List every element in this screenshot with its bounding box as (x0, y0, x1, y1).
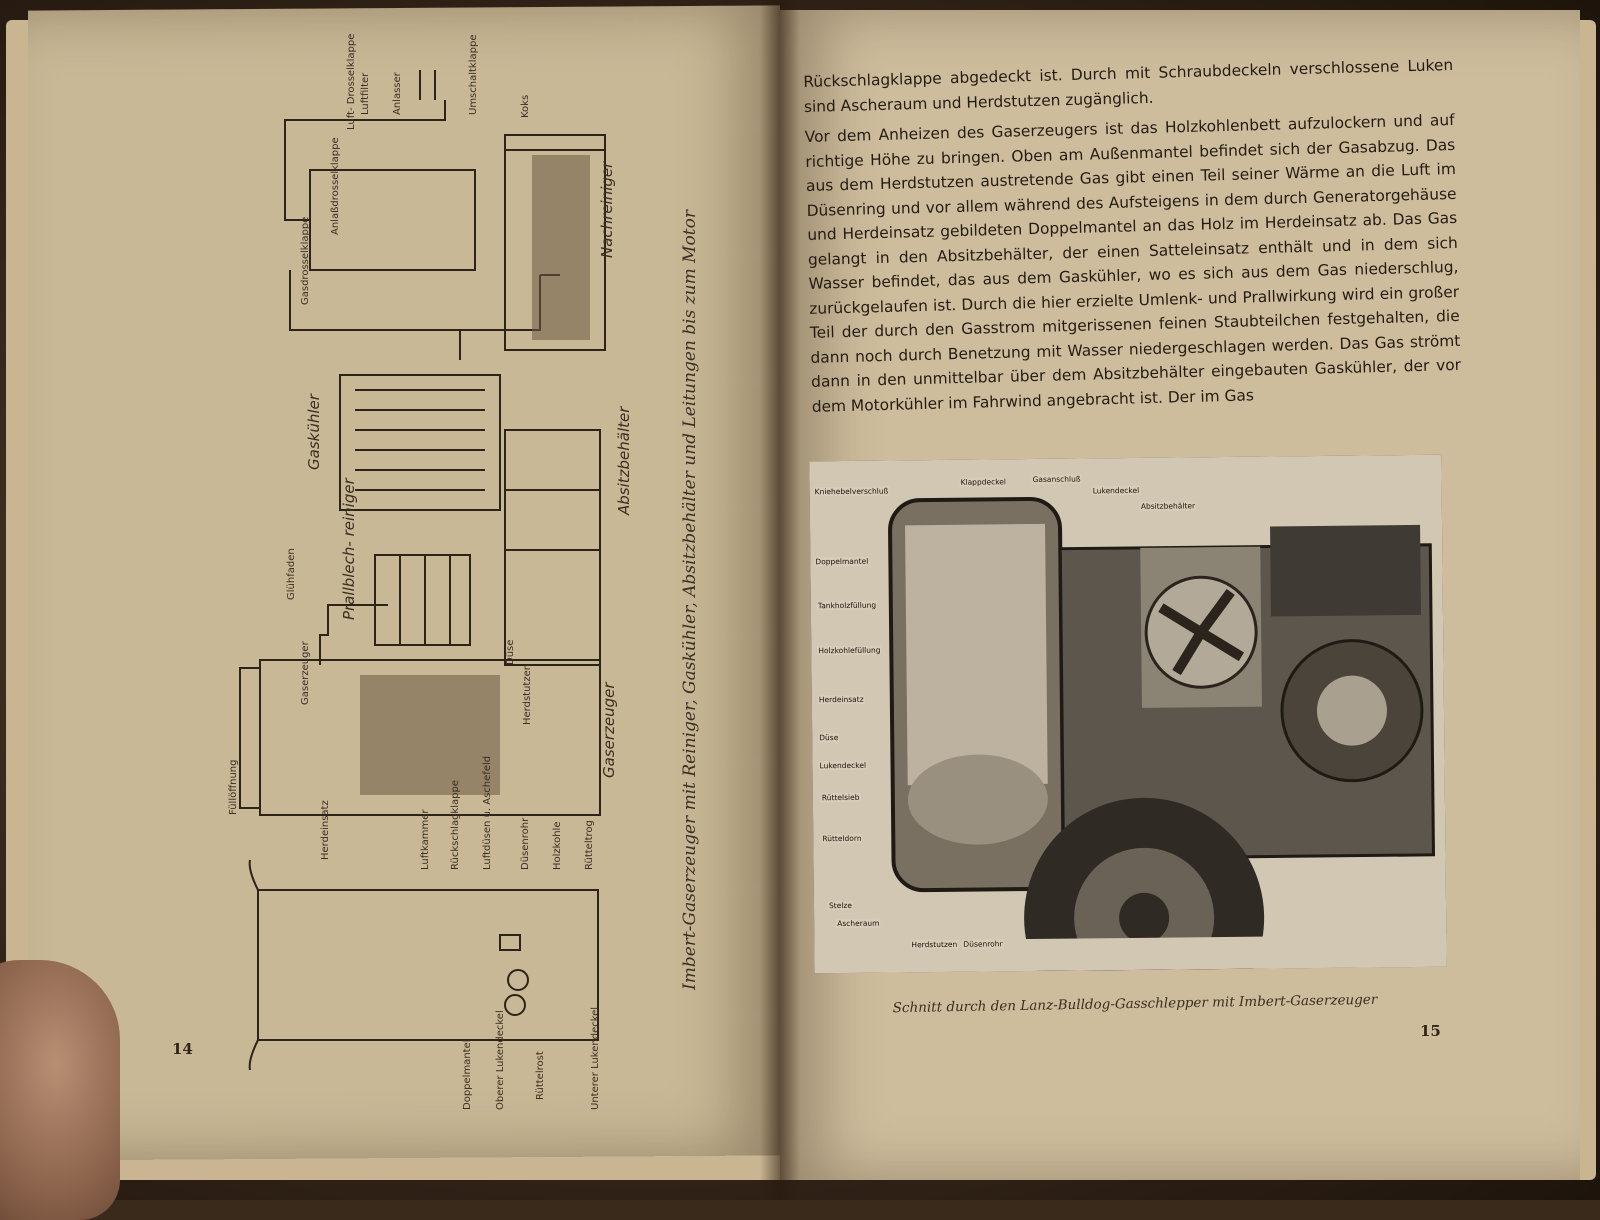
book-gutter (760, 0, 800, 1200)
fig-label-duesenrohr: Düsenrohr (963, 939, 1003, 949)
fig-label-ruetteldorn: Rütteldorn (822, 833, 862, 844)
gas-generator-diagram (160, 60, 720, 1070)
label-ruetteltrog: Rütteltrog (584, 820, 595, 870)
label-fuelloeffnung: Füllöffnung (228, 759, 239, 815)
label-gaserzeuger: Gaserzeuger (600, 682, 618, 778)
fig-label-kniehebelverschluss: Kniehebelverschluß (814, 486, 889, 497)
fig-label-holzkohlefuellung: Holzkohlefüllung (818, 645, 881, 656)
fig-label-klappdeckel: Klappdeckel (960, 477, 1007, 487)
page-number-right: 15 (1420, 1022, 1441, 1040)
label-gaskuehler: Gaskühler (305, 394, 323, 470)
label-doppelmantel: Doppelmantel (462, 1039, 473, 1110)
left-figure-caption: Imbert-Gaserzeuger mit Reiniger, Gaskühler, Absitzbehälter und Leitungen bis zum Motor (680, 210, 700, 990)
fig-label-herdstutzen: Herdstutzen (911, 939, 958, 950)
tractor-cutaway-figure (809, 455, 1446, 974)
fig-label-lukendeckel-side: Lukendeckel (819, 760, 867, 771)
label-luftfilter: Luftfilter (360, 72, 371, 115)
label-unterer-lukendeckel: Unterer Lukendeckel (590, 1006, 601, 1110)
paragraph-1: Rückschlagklappe abgedeckt ist. Durch mit Schraubdeckeln verschlossene Luken sind Ascheraum und Herdstutzen zugänglich. (803, 55, 1454, 116)
label-luft-drosselklappe: Luft- Drosselklappe (346, 33, 357, 130)
label-ruettelrost: Rüttelrost (535, 1051, 546, 1100)
fig-label-tankholzfuellung: Tankholzfüllung (817, 600, 877, 611)
body-text (803, 53, 1462, 419)
tractor-cutaway-illustration (809, 455, 1446, 974)
label-umschaltklappe: Umschaltklappe (468, 34, 479, 115)
thumb-holding-book (0, 960, 120, 1220)
settling-tank (505, 430, 600, 665)
fig-label-herdeinsatz: Herdeinsatz (818, 694, 864, 705)
label-nachreiniger: Nachreiniger (598, 161, 616, 258)
fig-label-stelze: Stelze (828, 900, 852, 911)
fig-label-duese: Düse (819, 733, 839, 743)
left-drum-outline (258, 890, 598, 1040)
label-anlassdrosselklappe: Anlaßdrosselklappe (330, 137, 341, 235)
fig-label-gasanschluss: Gasanschluß (1032, 474, 1081, 484)
label-koks: Koks (520, 94, 531, 118)
label-prallblech: Prallblech- reiniger (340, 478, 358, 620)
label-absitzbehaelter: Absitzbehälter (615, 406, 633, 515)
fig-label-absitzbehaelter: Absitzbehälter (1140, 501, 1196, 511)
right-figure-caption: Schnitt durch den Lanz-Bulldog-Gasschlepper mit Imbert-Gaserzeuger (892, 991, 1378, 1017)
coke-fill (532, 155, 590, 340)
label-herdstutzen: Herdstutzen (522, 663, 533, 725)
fig-label-ascheraum: Ascheraum (837, 918, 880, 929)
label-duesenrohr: Düsenrohr (520, 817, 531, 870)
baffle-cleaner (375, 555, 470, 645)
label-duese: Düse (505, 639, 516, 665)
page-number-left: 14 (172, 1040, 193, 1058)
label-holzkohle: Holzkohle (552, 821, 563, 870)
label-anlasser: Anlasser (392, 72, 403, 115)
charcoal-fill (360, 675, 500, 795)
label-gasdrosselklappe: Gasdrosselklappe (300, 216, 311, 305)
label-luftkammer: Luftkammer (420, 809, 431, 870)
label-herdeinsatz: Herdeinsatz (320, 800, 331, 860)
paragraph-2: Vor dem Anheizen des Gaserzeugers ist das Holzkohlenbett aufzulockern und auf richtige Höhe zu bringen. Oben am Außenmantel befindet sich der Gasabzug. Das aus dem Herdstutzen austretende Gas gibt einen Teil seiner Wärme an die Luft im Düsenring und vor allem während des Aufsteigens in dem durch Generatorgehäuse und Herdeinsatz gebildeten Doppelmantel an das Holz im Herdeinsatz ab. Das Gas gelangt in den Absitzbehälter, der einen Satteleinsatz enthält und in dem sich Wasser befindet, das aus dem Gaskühler, wo es sich aus dem Gas niederschlug, zurückgelaufen ist. Durch die hier erzielte Umlenk- und Prallwirkung wird ein großer Teil der durch den Gasstrom mitgerissenen feinen Staubteilchen festgehalten, die dann noch durch Benetzung mit Wasser niedergeschlagen werden. Das Gas strömt dann in den unmittelbar über dem Absitzbehälter eingebauten Gaskühler, der vor dem Motorkühler im Fahrwind angebracht ist. Der im Gas (804, 110, 1462, 416)
label-oberer-lukendeckel: Oberer Lukendeckel (495, 1010, 506, 1110)
fig-label-ruettelsieb: Rüttelsieb (821, 792, 860, 803)
fig-label-lukendeckel-top: Lukendeckel (1092, 485, 1140, 496)
label-rueckschlagklappe: Rückschlagklappe (450, 780, 461, 870)
fig-label-doppelmantel: Doppelmantel (815, 556, 869, 567)
label-gluehfaden: Glühfaden (286, 548, 297, 600)
label-luftduesen: Luftdüsen u. Aschefeld (482, 755, 493, 870)
label-gaserzeuger-section: Gaserzeuger (300, 641, 311, 705)
